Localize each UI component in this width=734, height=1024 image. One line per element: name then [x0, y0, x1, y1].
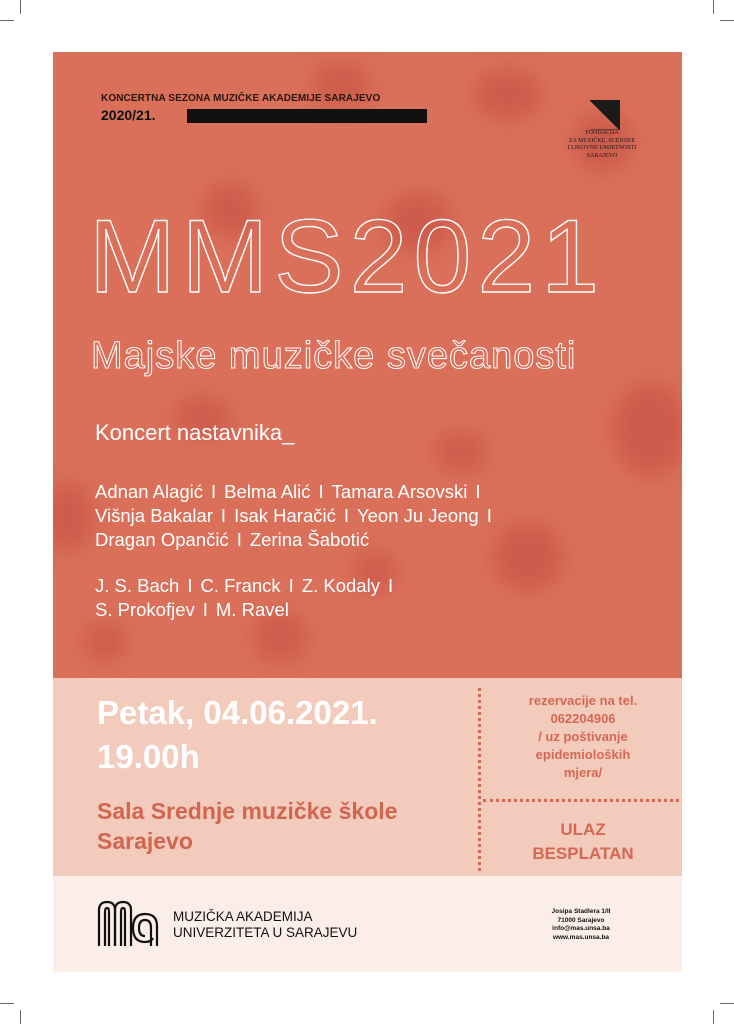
crop-mark [720, 20, 734, 21]
composers-row [95, 574, 655, 598]
background-blob [433, 432, 488, 472]
free-entry [491, 818, 675, 866]
address-line: Josipa Stadlera 1/II [551, 908, 611, 915]
background-blob [613, 382, 682, 477]
academy-name [173, 909, 357, 941]
composer-name: S. Prokofjev [95, 599, 195, 620]
venue-line: Sala Srednje muzičke škole [97, 798, 398, 824]
crop-mark [713, 1010, 714, 1024]
dotted-divider [483, 799, 679, 802]
crop-mark [20, 0, 21, 14]
composer-name: J. S. Bach [95, 575, 180, 596]
background-blob [473, 70, 543, 120]
foundation-line: I LIKOVNE UMJETNOSTI [567, 145, 637, 151]
foundation-line: FONDACIJA [585, 130, 619, 136]
separator: I [202, 599, 208, 620]
dotted-divider [478, 688, 481, 871]
reservation-line: rezervacije na tel. [528, 693, 638, 708]
separator: I [220, 505, 227, 526]
performer-name: Dragan Opančić [95, 529, 229, 550]
event-venue [97, 796, 397, 856]
performer-name: Višnja Bakalar [95, 505, 213, 526]
season-bar [187, 109, 427, 123]
performer-name: Adnan Alagić [95, 481, 204, 502]
academy-line: UNIVERZITETA U SARAJEVU [173, 925, 358, 940]
reservation-line: mjera/ [563, 765, 603, 780]
background-blob [53, 482, 93, 552]
reservation-line: epidemioloških [535, 747, 631, 762]
composers-list [95, 574, 655, 622]
composer-name: M. Ravel [215, 599, 289, 620]
separator: I [211, 481, 217, 502]
separator: I [318, 481, 324, 502]
performer-name: Belma Alić [224, 481, 311, 502]
email-link[interactable]: info@mas.unsa.ba [552, 925, 610, 932]
separator: I [343, 505, 349, 526]
performers-row [95, 480, 655, 504]
foundation-logo [562, 100, 642, 172]
crop-mark [720, 1003, 734, 1004]
separator: I [475, 481, 481, 502]
footer-panel [53, 876, 682, 972]
foundation-line: SARAJEVO [586, 152, 618, 159]
crop-mark [20, 1010, 21, 1024]
crop-mark [713, 0, 714, 14]
foundation-logo-icon [590, 100, 620, 130]
venue-line: Sarajevo [97, 828, 193, 854]
event-time: 19.00h [97, 738, 200, 775]
separator: I [236, 529, 242, 550]
academy-address [541, 908, 621, 942]
address-line: 71000 Sarajevo [557, 916, 605, 924]
foundation-line: ZA MUZIČKE, SCENSKE [568, 137, 636, 144]
season-year: 2020/21. [101, 107, 156, 123]
event-info-panel [53, 678, 682, 876]
website-link[interactable]: www.mas.unsa.ba [552, 933, 610, 941]
concert-poster [53, 52, 682, 972]
crop-mark [0, 1003, 14, 1004]
crop-mark [0, 20, 14, 21]
separator: I [387, 575, 394, 596]
separator: I [486, 505, 492, 526]
performer-name: Isak Haračić [234, 505, 336, 526]
entry-line: BESPLATAN [532, 844, 634, 863]
festival-title: MMS2021 [89, 199, 605, 315]
background-blob [83, 622, 128, 662]
performers-row [95, 504, 655, 528]
performer-name: Tamara Arsovski [331, 481, 468, 502]
composer-name: C. Franck [200, 575, 281, 596]
performer-name: Zerina Šabotić [249, 529, 370, 550]
foundation-name [562, 130, 642, 160]
festival-subtitle: Majske muzičke svečanosti [91, 335, 577, 377]
season-label: KONCERTNA SEZONA MUZIČKE AKADEMIJE SARAJEVO [101, 93, 381, 104]
event-date: Petak, 04.06.2021. [97, 694, 378, 731]
academy-line: MUZIČKA AKADEMIJA [173, 909, 313, 924]
separator: I [288, 575, 294, 596]
concert-title: Koncert nastavnika_ [95, 420, 295, 445]
composer-name: Z. Kodaly [301, 575, 380, 596]
performer-name: Yeon Ju Jeong [356, 505, 479, 526]
composers-row [95, 598, 655, 622]
reservation-line: / uz poštivanje [538, 729, 628, 744]
performers-list [95, 480, 655, 552]
poster-top-panel [53, 52, 682, 678]
reservation-info [491, 692, 675, 782]
performers-row [95, 528, 655, 552]
entry-line: ULAZ [560, 820, 606, 839]
separator: I [187, 575, 193, 596]
reservation-phone: 062204906 [550, 711, 616, 726]
academy-logo-icon [97, 900, 159, 948]
